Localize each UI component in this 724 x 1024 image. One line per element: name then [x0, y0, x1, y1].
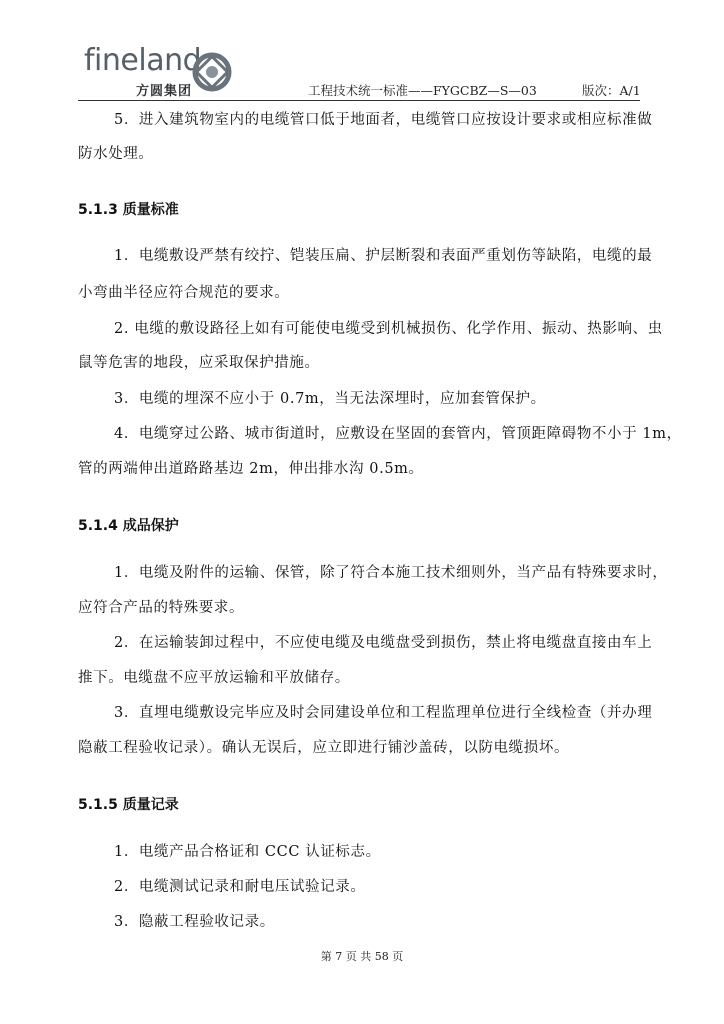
version-label: 版次：A/1 — [582, 83, 641, 98]
list-item: 3．隐蔽工程验收记录。 — [114, 914, 275, 930]
section-heading-5-1-4: 5.1.4 成品保护 — [78, 518, 179, 534]
list-item: 2．电缆测试记录和耐电压试验记录。 — [114, 879, 366, 895]
paragraph-line: 应符合产品的特殊要求。 — [78, 600, 245, 616]
paragraph-line: 2．在运输装卸过程中，不应使电缆及电缆盘受到损伤，禁止将电缆盘直接由车上 — [114, 635, 653, 651]
logo-subtitle: 方圆集团 — [136, 84, 193, 99]
logo-wordmark: fineland — [84, 43, 202, 78]
company-logo — [84, 44, 244, 100]
paragraph-line: 1．电缆及附件的运输、保管，除了符合本施工技术细则外，当产品有特殊要求时， — [114, 565, 668, 581]
paragraph-line: 管的两端伸出道路路基边 2m，伸出排水沟 0.5m。 — [78, 461, 424, 477]
document-title: 工程技术统一标准——FYGCBZ—S—03 — [308, 83, 537, 98]
paragraph-line: 隐蔽工程验收记录）。确认无误后，应立即进行铺沙盖砖，以防电缆损坏。 — [78, 740, 570, 756]
paragraph-line: 推下。电缆盘不应平放运输和平放储存。 — [78, 670, 350, 686]
page-number: 第 7 页 共 58 页 — [320, 950, 404, 963]
paragraph-line: 小弯曲半径应符合规范的要求。 — [78, 285, 290, 301]
paragraph-line: 4．电缆穿过公路、城市街道时，应敷设在坚固的套管内，管顶距障碍物不小于 1m， — [114, 426, 682, 442]
logo-ring-icon — [190, 50, 234, 94]
list-item: 1．电缆产品合格证和 CCC 认证标志。 — [114, 844, 381, 860]
paragraph-line: 防水处理。 — [78, 146, 154, 162]
section-heading-5-1-5: 5.1.5 质量记录 — [78, 797, 179, 813]
paragraph-line: 1．电缆敷设严禁有绞拧、铠装压扁、护层断裂和表面严重划伤等缺陷，电缆的最 — [114, 248, 653, 264]
section-heading-5-1-3: 5.1.3 质量标准 — [78, 202, 179, 218]
paragraph-line: 5．进入建筑物室内的电缆管口低于地面者，电缆管口应按设计要求或相应标准做 — [114, 112, 653, 128]
paragraph-line: 鼠等危害的地段，应采取保护措施。 — [78, 355, 320, 371]
paragraph-line: 3．直埋电缆敷设完毕应及时会同建设单位和工程监理单位进行全线检查（并办理 — [114, 705, 653, 721]
paragraph-line: 3．电缆的埋深不应小于 0.7m，当无法深埋时，应加套管保护。 — [114, 391, 546, 407]
paragraph-line: 2. 电缆的敷设路径上如有可能使电缆受到机械损伤、化学作用、振动、热影响、虫 — [114, 321, 663, 337]
header-divider — [78, 100, 640, 101]
